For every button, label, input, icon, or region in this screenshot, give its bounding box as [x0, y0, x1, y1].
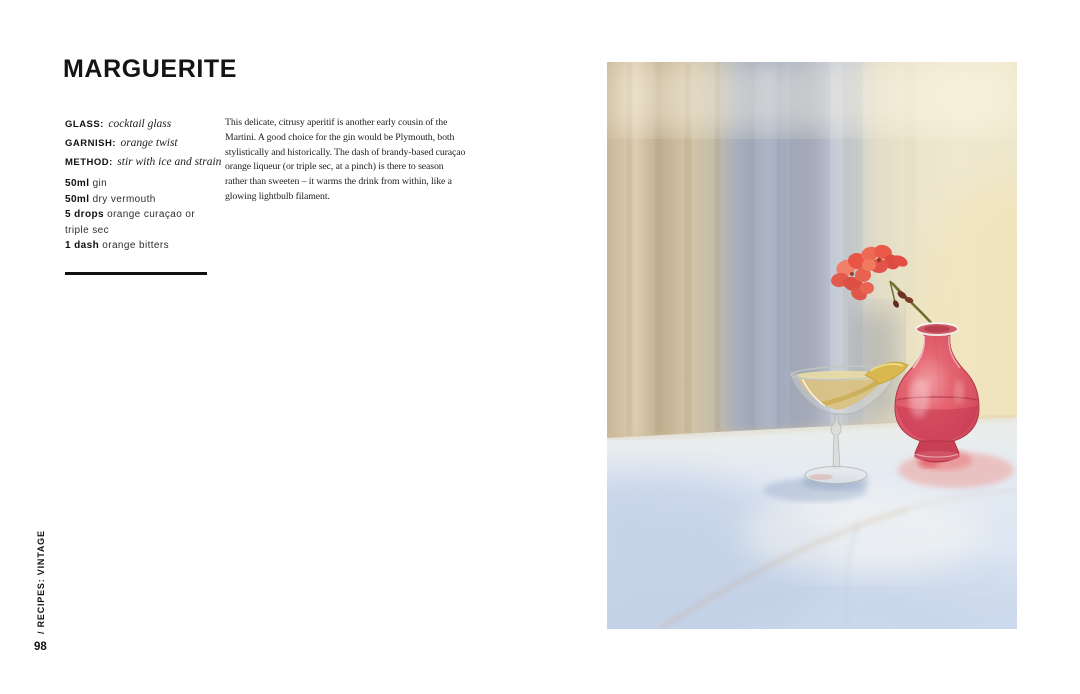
ingredient-name: orange bitters: [102, 240, 170, 251]
ingredient-name: gin: [92, 178, 108, 189]
ingredient-item: [65, 238, 211, 254]
spec-row-glass: [65, 116, 221, 129]
spec-value: orange twist: [120, 137, 178, 149]
spec-label: GLASS:: [65, 119, 104, 130]
ingredient-item: [65, 176, 211, 192]
spec-label: GARNISH:: [65, 138, 116, 149]
divider-rule: [65, 272, 207, 275]
recipe-photo: [607, 62, 1017, 629]
ingredient-list: [65, 176, 211, 254]
spec-row-garnish: [65, 135, 221, 148]
spec-row-method: [65, 154, 221, 167]
ingredient-qty: 1 dash: [65, 240, 100, 251]
still-life-illustration: [607, 62, 1017, 629]
spec-value: stir with ice and strain: [117, 156, 222, 168]
recipe-description: This delicate, citrusy aperitif is another early cousin of the Martini. A good choice for the gin would be Plymouth, both stylistically and historically. The dash of brandy-based curaçao orange liqueur (or triple sec, at a pinch) is there to season rather than sweeten – it warms the drink from within, like a glowing lightbulb filament.: [225, 117, 466, 202]
ingredient-item: [65, 192, 211, 208]
ingredient-name: dry vermouth: [92, 193, 156, 205]
recipe-specs: [65, 116, 221, 173]
ingredient-qty: 5 drops: [65, 209, 104, 220]
ingredient-qty: 50ml: [65, 178, 90, 189]
spec-label: METHOD:: [65, 157, 113, 168]
ingredient-name: orange curaçao or triple sec: [65, 209, 196, 236]
recipe-title: MARGUERITE: [63, 55, 238, 83]
section-label-vertical: / RECIPES: VINTAGE: [36, 530, 46, 634]
page-number: 98: [34, 641, 47, 653]
spec-value: cocktail glass: [108, 118, 172, 130]
ingredient-qty: 50ml: [65, 193, 90, 205]
ingredient-item: [65, 207, 211, 238]
